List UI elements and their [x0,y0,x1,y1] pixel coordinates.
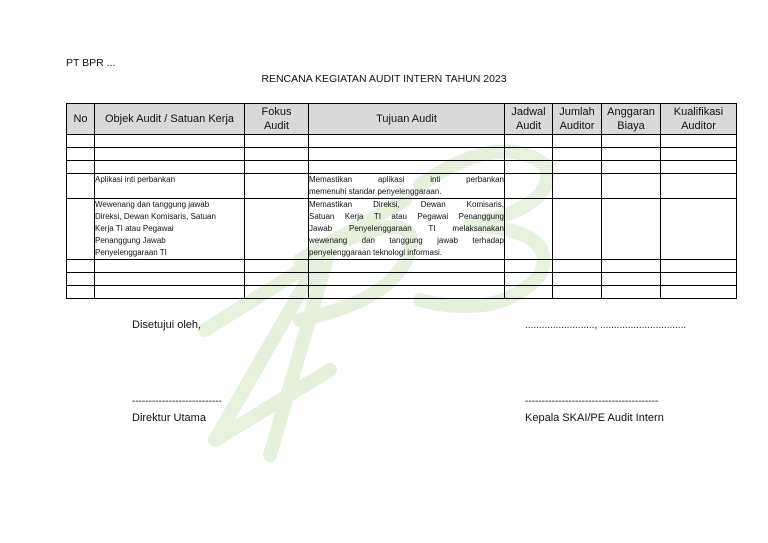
cell-no [67,161,95,174]
cell-jadwal-audit [505,174,553,199]
cell-jadwal-audit [505,273,553,286]
cell-no [67,260,95,273]
table-row [67,148,737,161]
tujuan-line: Satuan Kerja TI atau Pegawai Penanggung [309,212,504,221]
objek-line: Penanggung Jawab [95,236,166,245]
table-row [67,161,737,174]
cell-tujuan-audit [309,174,505,199]
cell-no [67,199,95,260]
cell-anggaran-biaya [602,286,661,299]
cell-no [67,148,95,161]
cell-objek-audit [95,199,245,260]
cell-anggaran-biaya [602,161,661,174]
objek-line: Wewenang dan tanggung jawab [95,200,210,209]
cell-anggaran-biaya [602,174,661,199]
cell-jumlah-auditor [553,273,602,286]
cell-fokus-audit [245,273,309,286]
tujuan-line: Jawab Penyelenggaraan TI melaksanakan [309,224,504,233]
cell-jadwal-audit [505,161,553,174]
table-row [67,135,737,148]
cell-objek-audit [95,135,245,148]
cell-kualifikasi-auditor [661,135,737,148]
cell-anggaran-biaya [602,273,661,286]
document-title: RENCANA KEGIATAN AUDIT INTERN TAHUN 2023 [261,73,507,85]
cell-jadwal-audit [505,148,553,161]
table-row [67,260,737,273]
cell-anggaran-biaya [602,135,661,148]
tujuan-line: penyelenggaraan teknologi informasi. [309,248,442,257]
table-row [67,273,737,286]
right-signature-line: ---------------------------------------- [525,396,659,407]
table-header-row [67,104,737,135]
right-signatory-title: Kepala SKAI/PE Audit Intern [525,412,664,424]
table-row [67,286,737,299]
cell-objek-audit [95,260,245,273]
cell-kualifikasi-auditor [661,161,737,174]
table-body [67,135,737,299]
cell-jadwal-audit [505,199,553,260]
cell-tujuan-audit [309,148,505,161]
cell-jumlah-auditor [553,286,602,299]
cell-no [67,135,95,148]
cell-objek-audit [95,174,245,199]
cell-jumlah-auditor [553,174,602,199]
cell-anggaran-biaya [602,148,661,161]
cell-tujuan-audit [309,161,505,174]
cell-fokus-audit [245,174,309,199]
company-name: PT BPR ... [66,57,116,69]
header-tujuan-audit: Tujuan Audit [309,104,505,135]
cell-anggaran-biaya [602,199,661,260]
audit-plan-table [66,103,737,299]
header-fokus-audit: Fokus Audit [245,104,309,135]
approved-by-label: Disetujui oleh, [132,319,202,331]
cell-kualifikasi-auditor [661,273,737,286]
header-anggaran-biaya: Anggaran Biaya [602,104,661,135]
header-jadwal-audit: Jadwal Audit [505,104,553,135]
cell-fokus-audit [245,161,309,174]
cell-no [67,273,95,286]
cell-no [67,174,95,199]
cell-fokus-audit [245,148,309,161]
header-kualifikasi-auditor: Kualifikasi Auditor [661,104,737,135]
cell-fokus-audit [245,199,309,260]
cell-fokus-audit [245,260,309,273]
cell-tujuan-audit [309,286,505,299]
left-signatory-title: Direktur Utama [132,412,206,424]
cell-kualifikasi-auditor [661,260,737,273]
tujuan-line: wewenang dan tanggung jawab terhadap [309,236,504,245]
cell-kualifikasi-auditor [661,286,737,299]
header-jumlah-auditor: Jumlah Auditor [553,104,602,135]
cell-kualifikasi-auditor [661,148,737,161]
cell-jadwal-audit [505,286,553,299]
table-row [67,174,737,199]
cell-objek-audit [95,161,245,174]
cell-anggaran-biaya [602,260,661,273]
header-objek-audit: Objek Audit / Satuan Kerja [95,104,245,135]
left-signature-line: --------------------------- [132,396,222,407]
cell-jumlah-auditor [553,161,602,174]
cell-jumlah-auditor [553,199,602,260]
table-row [67,199,737,260]
tujuan-line: Memastikan Direksi, Dewan Komisaris, [309,200,504,209]
cell-tujuan-audit [309,260,505,273]
cell-kualifikasi-auditor [661,199,737,260]
place-date-line: ........................., ............................... [525,320,687,331]
cell-objek-audit [95,286,245,299]
cell-tujuan-audit [309,135,505,148]
cell-jumlah-auditor [553,260,602,273]
objek-line: Direksi, Dewan Komisaris, Satuan [95,212,216,221]
cell-objek-audit [95,148,245,161]
cell-jadwal-audit [505,260,553,273]
cell-tujuan-audit [309,199,505,260]
objek-line: Penyelenggaraan TI [95,248,167,257]
cell-objek-audit [95,273,245,286]
tujuan-line: Memastikan aplikasi inti perbankan [309,175,504,184]
cell-kualifikasi-auditor [661,174,737,199]
cell-jumlah-auditor [553,135,602,148]
tujuan-line: memenuhi standar penyelenggaraan. [309,187,442,196]
cell-fokus-audit [245,286,309,299]
cell-fokus-audit [245,135,309,148]
cell-jumlah-auditor [553,148,602,161]
cell-tujuan-audit [309,273,505,286]
objek-line: Kerja TI atau Pegawai [95,224,174,233]
cell-no [67,286,95,299]
objek-line: Aplikasi inti perbankan [95,175,176,184]
cell-jadwal-audit [505,135,553,148]
header-no: No [67,104,95,135]
